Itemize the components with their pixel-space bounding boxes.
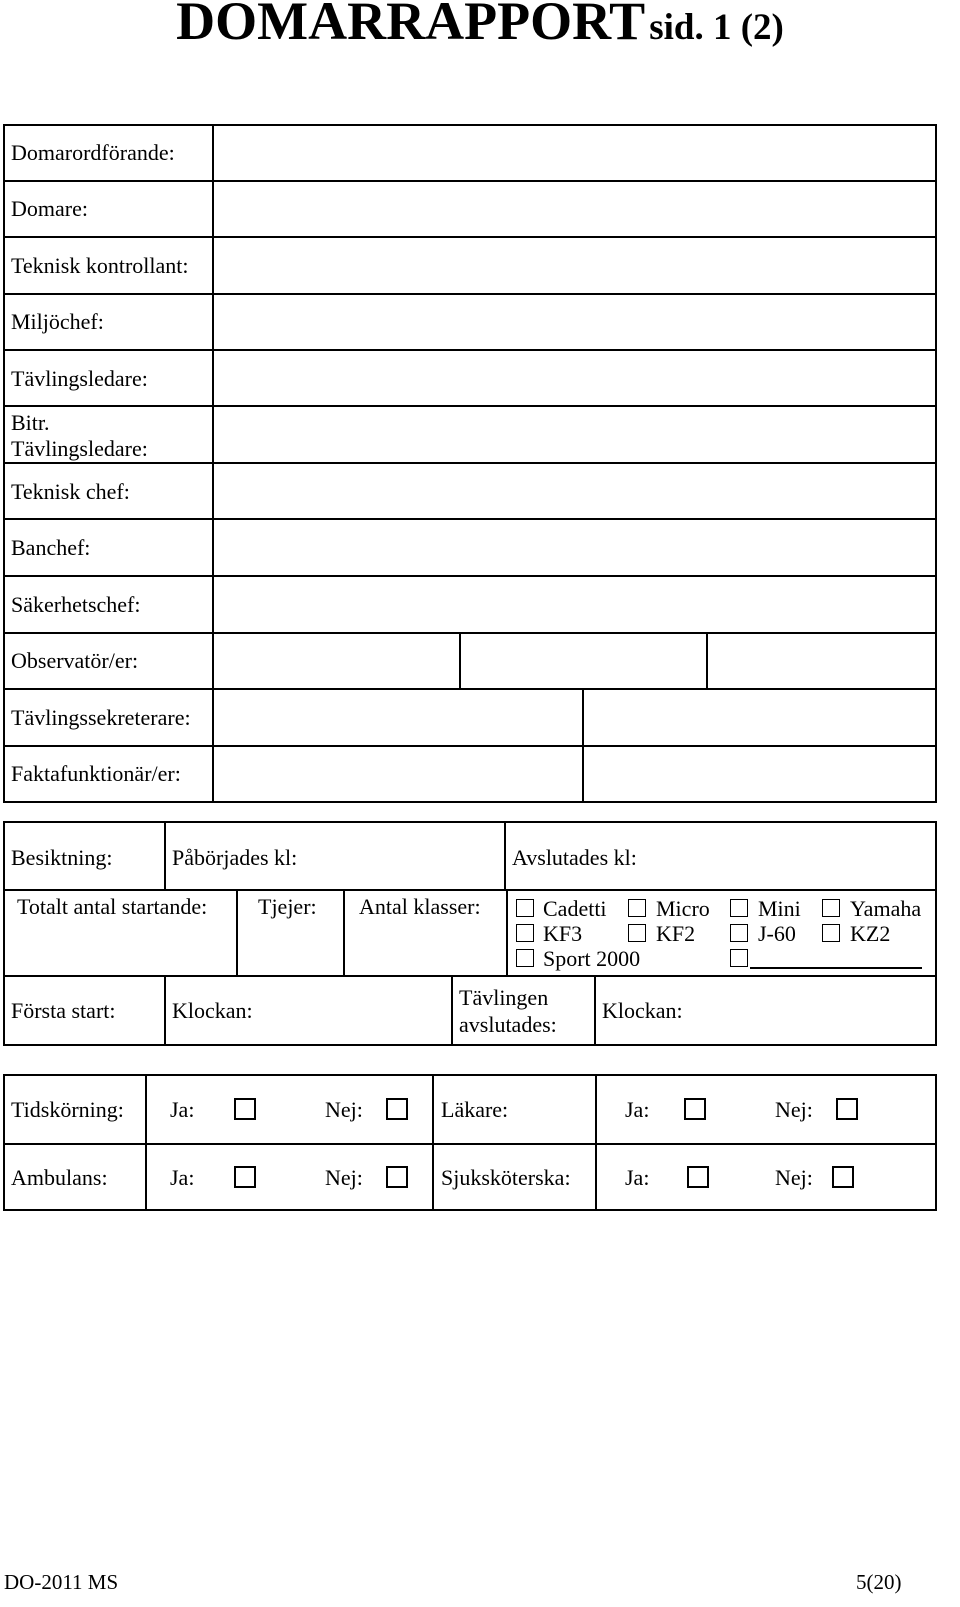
nurse-yes-label: Ja: (625, 1165, 650, 1190)
first-start-label: Första start: (11, 998, 116, 1023)
official-label-domare: Domare: (11, 196, 88, 221)
official-label-banchef: Banchef: (11, 535, 91, 560)
class-checkbox-micro[interactable] (628, 899, 646, 917)
nurse-no-label: Nej: (775, 1165, 813, 1190)
race-finished-label-1: Tävlingen (459, 985, 549, 1010)
clock-label: Klockan: (172, 998, 253, 1023)
clock2-label: Klockan: (602, 998, 683, 1023)
timing-no-label: Nej: (325, 1097, 363, 1122)
class-label-mini: Mini (758, 896, 801, 921)
nurse-no-checkbox[interactable] (832, 1166, 854, 1188)
timing-no-checkbox[interactable] (386, 1098, 408, 1120)
class-label-cadetti: Cadetti (543, 896, 607, 921)
girls-label: Tjejer: (258, 894, 317, 919)
official-label-tavlingsledare: Tävlingsledare: (11, 366, 148, 391)
started-label: Påbörjades kl: (172, 845, 298, 870)
class-label-kf3: KF3 (543, 921, 583, 946)
ambulance-yes-checkbox[interactable] (234, 1166, 256, 1188)
doctor-no-checkbox[interactable] (836, 1098, 858, 1120)
doctor-no-label: Nej: (775, 1097, 813, 1122)
class-checkbox-j60[interactable] (730, 924, 748, 942)
num-classes-label: Antal klasser: (359, 894, 481, 919)
official-label-bitr-tavlingsledare: Tävlingsledare: (11, 436, 148, 461)
footer-page-number: 5(20) (856, 1570, 902, 1594)
class-checkbox-other[interactable] (730, 949, 748, 967)
doctor-yes-checkbox[interactable] (684, 1098, 706, 1120)
class-checkbox-cadetti[interactable] (516, 899, 534, 917)
total-starters-label: Totalt antal startande: (17, 894, 208, 919)
nurse-yes-checkbox[interactable] (687, 1166, 709, 1188)
timing-yes-label: Ja: (170, 1097, 195, 1122)
ambulance-yes-label: Ja: (170, 1165, 195, 1190)
report-title: DOMARRAPPORT (176, 0, 646, 51)
official-label-bitr: Bitr. (11, 410, 50, 435)
class-checkbox-kf3[interactable] (516, 924, 534, 942)
class-other-line[interactable] (750, 967, 922, 969)
class-label-yamaha: Yamaha (850, 896, 922, 921)
class-label-micro: Micro (656, 896, 710, 921)
timing-yes-checkbox[interactable] (234, 1098, 256, 1120)
footer-doc-id: DO-2011 MS (4, 1570, 119, 1594)
class-checkbox-kf2[interactable] (628, 924, 646, 942)
official-label-observator: Observatör/er: (11, 648, 139, 673)
page-indicator: sid. 1 (2) (649, 7, 784, 48)
page-title (0, 0, 960, 52)
official-label-teknisk-chef: Teknisk chef: (11, 479, 130, 504)
class-label-kz2: KZ2 (850, 921, 891, 946)
official-label-teknisk-kontrollant: Teknisk kontrollant: (11, 253, 189, 278)
class-checkbox-yamaha[interactable] (822, 899, 840, 917)
ambulance-no-label: Nej: (325, 1165, 363, 1190)
doctor-label: Läkare: (441, 1097, 509, 1122)
class-label-j60: J-60 (758, 921, 796, 946)
official-label-domarordforande: Domarordförande: (11, 140, 175, 165)
official-label-sakerhetschef: Säkerhetschef: (11, 592, 141, 617)
doctor-yes-label: Ja: (625, 1097, 650, 1122)
nurse-label: Sjuksköterska: (441, 1165, 571, 1190)
class-label-sport2000: Sport 2000 (543, 946, 641, 971)
race-finished-label-2: avslutades: (459, 1012, 557, 1037)
class-checkbox-kz2[interactable] (822, 924, 840, 942)
official-label-miljochef: Miljöchef: (11, 309, 104, 334)
ended-label: Avslutades kl: (512, 845, 637, 870)
class-label-kf2: KF2 (656, 921, 696, 946)
ambulance-label: Ambulans: (11, 1165, 108, 1190)
class-checkbox-mini[interactable] (730, 899, 748, 917)
inspection-label: Besiktning: (11, 845, 113, 870)
official-label-tavlingssekreterare: Tävlingssekreterare: (11, 705, 191, 730)
class-checkbox-sport2000[interactable] (516, 949, 534, 967)
ambulance-no-checkbox[interactable] (386, 1166, 408, 1188)
timing-label: Tidskörning: (11, 1097, 124, 1122)
official-label-faktafunktionar: Faktafunktionär/er: (11, 761, 181, 786)
